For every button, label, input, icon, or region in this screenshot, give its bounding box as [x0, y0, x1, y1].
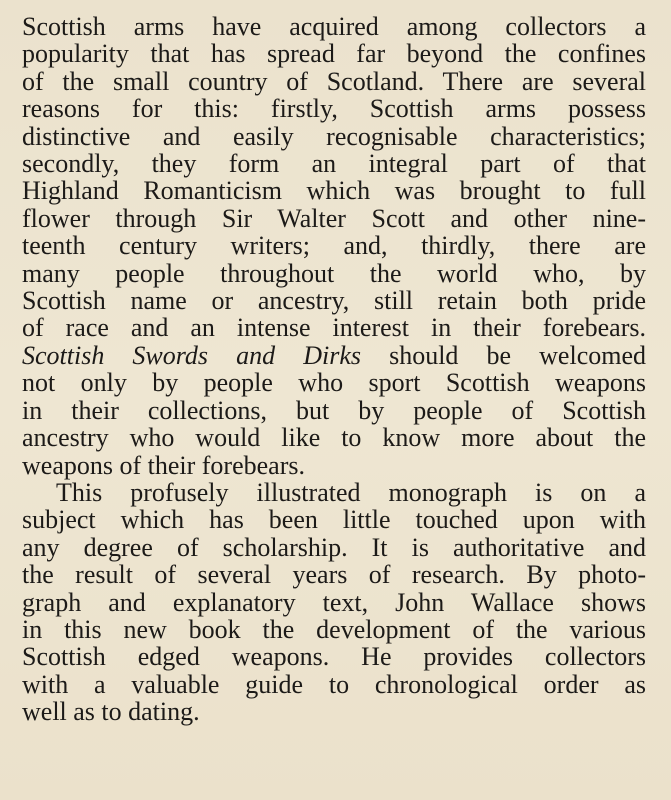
p1-line-17: weapons of their forebears. [22, 450, 305, 480]
p1-line-7: Highland Romanticism which was brought to full [22, 176, 646, 206]
p1-line-13-rest: should be welcomed [361, 340, 646, 370]
p1-line-6: secondly, they form an integral part of that [22, 149, 646, 179]
p1-line-16: ancestry who would like to know more about the [22, 423, 646, 453]
p1-line-10: many people throughout the world who, by [22, 258, 646, 288]
p1-line-5: distinctive and easily recognisable characteristics; [22, 121, 646, 151]
p1-line-1: Scottish arms have acquired among collectors a [22, 12, 646, 41]
p1-line-13 [22, 342, 646, 369]
p2-line-9: well as to dating. [22, 697, 200, 727]
p1-line-9: teenth century writers; and, thirdly, there are [22, 231, 646, 261]
p2-line-7: Scottish edged weapons. He provides collectors [22, 642, 646, 672]
p1-line-2: popularity that has spread far beyond the confines [22, 39, 646, 69]
p1-line-4: reasons for this: firstly, Scottish arms possess [22, 94, 646, 124]
body-text [22, 13, 646, 726]
p2-line-3: any degree of scholarship. It is authoritative and [22, 532, 646, 562]
p2-line-2: subject which has been little touched upon with [22, 505, 646, 535]
p1-line-12: of race and an intense interest in their forebears. [22, 313, 646, 343]
p1-line-14: not only by people who sport Scottish weapons [22, 368, 646, 398]
p2-line-4: the result of several years of research. By photo- [22, 560, 646, 590]
p2-line-5: graph and explanatory text, John Wallace shows [22, 587, 646, 617]
p1-line-8: flower through Sir Walter Scott and other nine- [22, 203, 646, 233]
p1-line-11: Scottish name or ancestry, still retain both pride [22, 286, 646, 316]
book-title: Scottish Swords and Dirks [22, 340, 361, 370]
p2-line-6: in this new book the development of the various [22, 614, 646, 644]
p2-line-1: This profusely illustrated monograph is on a [56, 477, 646, 507]
p1-line-15: in their collections, but by people of Scottish [22, 395, 646, 425]
p1-line-3: of the small country of Scotland. There are several [22, 66, 646, 96]
p2-line-8: with a valuable guide to chronological order as [22, 669, 646, 699]
